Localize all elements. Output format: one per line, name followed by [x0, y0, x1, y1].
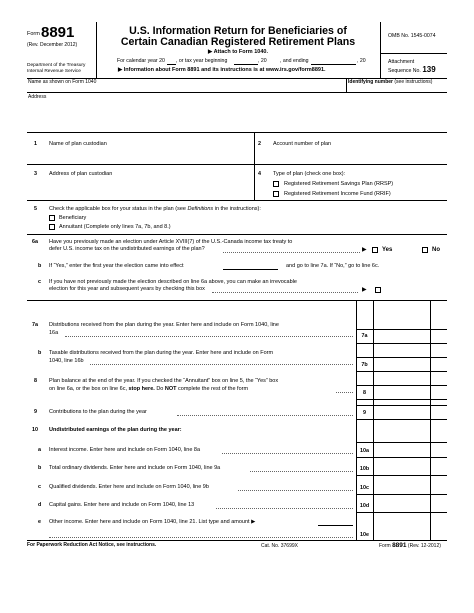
box-10d-label: 10d: [359, 503, 370, 509]
address-input[interactable]: [28, 100, 446, 120]
line-6b-text-2: and go to line 7a. If “No,” go to line 6c.: [286, 263, 380, 269]
box-10e-label: 10e: [360, 532, 369, 538]
beneficiary-label: Beneficiary: [59, 215, 87, 221]
other-income-type-input[interactable]: [318, 525, 353, 526]
arrow-6c: ▶: [362, 287, 367, 293]
line-1-label: Name of plan custodian: [49, 141, 107, 147]
other-income-list-line[interactable]: [49, 537, 353, 538]
box-7b-label: 7b: [361, 362, 368, 368]
line-10d-number: d: [38, 502, 42, 508]
footer-form-word: Form: [379, 543, 393, 549]
line-5-num: 5: [34, 206, 37, 212]
line-6a-text-1: Have you previously made an election under Article XVIII(7) of the U.S.-Canada income tax treaty to: [49, 239, 293, 245]
identifying-number-input[interactable]: [348, 85, 446, 92]
line-3-number: 3: [34, 171, 37, 177]
box-9-amount[interactable]: [374, 406, 446, 418]
line-6a-number: 6a: [32, 239, 38, 245]
footer-revision: (Rev. 12-2012): [406, 543, 441, 549]
tax-year-begin-label: , or tax year beginning: [176, 58, 228, 64]
line-6b-number: b: [38, 263, 42, 269]
6a-no-checkbox[interactable]: [422, 247, 428, 253]
box-10c-label: 10c: [360, 485, 369, 491]
line-8-text-end: complete the rest of the form: [176, 386, 249, 392]
form-number: 8891: [41, 24, 75, 41]
line-6b-text-1: If “Yes,” enter the first year the election came into effect: [49, 263, 184, 269]
service: Internal Revenue Service: [27, 69, 81, 74]
line-6c-text-1: If you have not previously made the election described on line 6a above, you can make an irrevocable: [49, 279, 297, 285]
sequence-label: Sequence No.: [388, 68, 421, 74]
line-5-label-italic: Definitions: [187, 206, 214, 212]
calendar-year-label: For calendar year 20: [117, 58, 165, 64]
line-10e-text: Other income. Enter here and include on Form 1040, line 21. List type and amount ▶: [49, 519, 256, 525]
box-10a-label: 10a: [360, 448, 369, 454]
line-9-number: 9: [34, 409, 37, 415]
line-2-label: Account number of plan: [273, 141, 332, 147]
address-label: Address: [28, 94, 47, 100]
rrif-label: Registered Retirement Income Fund (RRIF): [284, 191, 391, 197]
footer-form-id: [379, 542, 441, 549]
plan-custodian-address-input[interactable]: [49, 178, 249, 198]
id-label: Identifying number: [348, 79, 393, 85]
election-year-input[interactable]: [223, 269, 278, 270]
info-line: ▶ Information about Form 8891 and its instructions is at www.irs.gov/form8891.: [118, 67, 326, 73]
line-6c-text-2: election for this year and subsequent years by checking this box: [49, 286, 205, 292]
line-5-label-pre: Check the applicable box for your status in the plan (see: [49, 206, 188, 212]
name-input[interactable]: [28, 85, 344, 92]
6a-yes-checkbox[interactable]: [372, 247, 378, 253]
box-10a-amount[interactable]: [374, 443, 446, 456]
line-7a-text-2: 16a: [49, 330, 59, 336]
box-10c-amount[interactable]: [374, 478, 446, 491]
line-6c-number: c: [38, 279, 41, 285]
line-1-number: 1: [34, 141, 37, 147]
line-7a-number: 7a: [32, 322, 38, 328]
and-ending-label: , and ending: [280, 58, 309, 64]
line-10c-text: Qualified dividends. Enter here and include on Form 1040, line 9b: [49, 484, 209, 490]
box-9-label: 9: [363, 410, 366, 416]
line-10a-text: Interest income. Enter here and include on Form 1040, line 8a: [49, 447, 201, 453]
box-7b-amount[interactable]: [374, 358, 446, 370]
box-10d-amount[interactable]: [374, 497, 446, 510]
tax-year-begin-20: , 20: [258, 58, 267, 64]
box-10e-amount[interactable]: [374, 527, 446, 539]
line-10-heading: Undistributed earnings of the plan during the year:: [49, 427, 182, 433]
line-8-text-do: Do: [154, 386, 165, 392]
id-note: (see instructions): [394, 79, 433, 85]
rrif-checkbox[interactable]: [273, 191, 279, 197]
line-7b-number: b: [38, 350, 42, 356]
name-field-label: Name as shown on Form 1040: [28, 79, 97, 85]
annuitant-checkbox[interactable]: [49, 224, 55, 230]
6a-yes-label: Yes: [382, 247, 393, 253]
line-10d-text: Capital gains. Enter here and include on Form 1040, line 13: [49, 502, 195, 508]
line-8-text-2: [49, 386, 248, 392]
paperwork-notice: For Paperwork Reduction Act Notice, see instructions.: [27, 542, 157, 548]
line-8-number: 8: [34, 378, 37, 384]
line-7a-text-1: Distributions received from the plan during the year. Enter here and include on Form 1040, line: [49, 322, 279, 328]
arrow-6a: ▶: [362, 247, 367, 253]
line-6a-text-2: defer U.S. income tax on the undistributed earnings of the plan?: [49, 246, 205, 252]
form-title: [96, 26, 380, 48]
line-9-text: Contributions to the plan during the year: [49, 409, 147, 415]
plan-custodian-name-input[interactable]: [49, 148, 249, 162]
box-10b-label: 10b: [359, 466, 370, 472]
line-3-label: Address of plan custodian: [49, 171, 113, 177]
line-10c-number: c: [38, 484, 41, 490]
sequence-value: 139: [422, 65, 436, 74]
box-7a-label: 7a: [361, 333, 368, 339]
box-7a-amount[interactable]: [374, 330, 446, 342]
line-2-number: 2: [258, 141, 261, 147]
sequence-number: [388, 65, 436, 74]
line-8-text-1: Plan balance at the end of the year. If you checked the “Annuitant” box on line 5, the “Yes” box: [49, 378, 279, 384]
catalog-number: Cat. No. 37699X: [261, 543, 298, 549]
line-8-stop-here: stop here.: [128, 386, 155, 392]
account-number-input[interactable]: [273, 148, 443, 162]
title-line-2: Certain Canadian Registered Retirement Plans: [120, 36, 356, 48]
line-5-label: [49, 206, 261, 212]
form-word: Form: [27, 31, 40, 37]
line-10a-number: a: [38, 447, 41, 453]
line-4-label: Type of plan (check one box):: [273, 171, 346, 177]
line-5-label-post: in the instructions):: [213, 206, 261, 212]
beneficiary-checkbox[interactable]: [49, 215, 55, 221]
box-8-amount[interactable]: [374, 386, 446, 398]
line-8-text-pre: on line 6a, or the box on line 6c,: [49, 386, 129, 392]
rrsp-checkbox[interactable]: [273, 181, 279, 187]
department: Department of the Treasury: [27, 63, 86, 68]
line-10-number: 10: [32, 427, 38, 433]
line-7b-text-1: Taxable distributions received from the plan during the year. Enter here and include on Form: [49, 350, 274, 356]
line-8-not: NOT: [164, 386, 177, 392]
form-revision: (Rev. December 2012): [27, 42, 78, 48]
footer-form-number: 8891: [392, 542, 407, 549]
omb-number: OMB No. 1545-0074: [388, 33, 436, 39]
rrsp-label: Registered Retirement Savings Plan (RRSP): [284, 181, 394, 187]
line-10b-number: b: [38, 465, 42, 471]
line-7b-text-2: 1040, line 16b: [49, 358, 84, 364]
line-4-number: 4: [258, 171, 261, 177]
6c-election-checkbox[interactable]: [375, 287, 381, 293]
line-10e-number: e: [38, 519, 41, 525]
box-8-label: 8: [363, 390, 366, 396]
box-10b-amount[interactable]: [374, 460, 446, 473]
attachment-label: Attachment: [388, 59, 415, 65]
6a-no-label: No: [432, 247, 440, 253]
attach-note: ▶ Attach to Form 1040.: [208, 49, 268, 55]
and-ending-20: , 20: [357, 58, 366, 64]
annuitant-label: Annuitant (Complete only lines 7a, 7b, and 8.): [59, 224, 171, 230]
title-line-1: U.S. Information Return for Beneficiaries of: [129, 25, 347, 37]
line-10b-text: Total ordinary dividends. Enter here and include on Form 1040, line 9a: [49, 465, 221, 471]
